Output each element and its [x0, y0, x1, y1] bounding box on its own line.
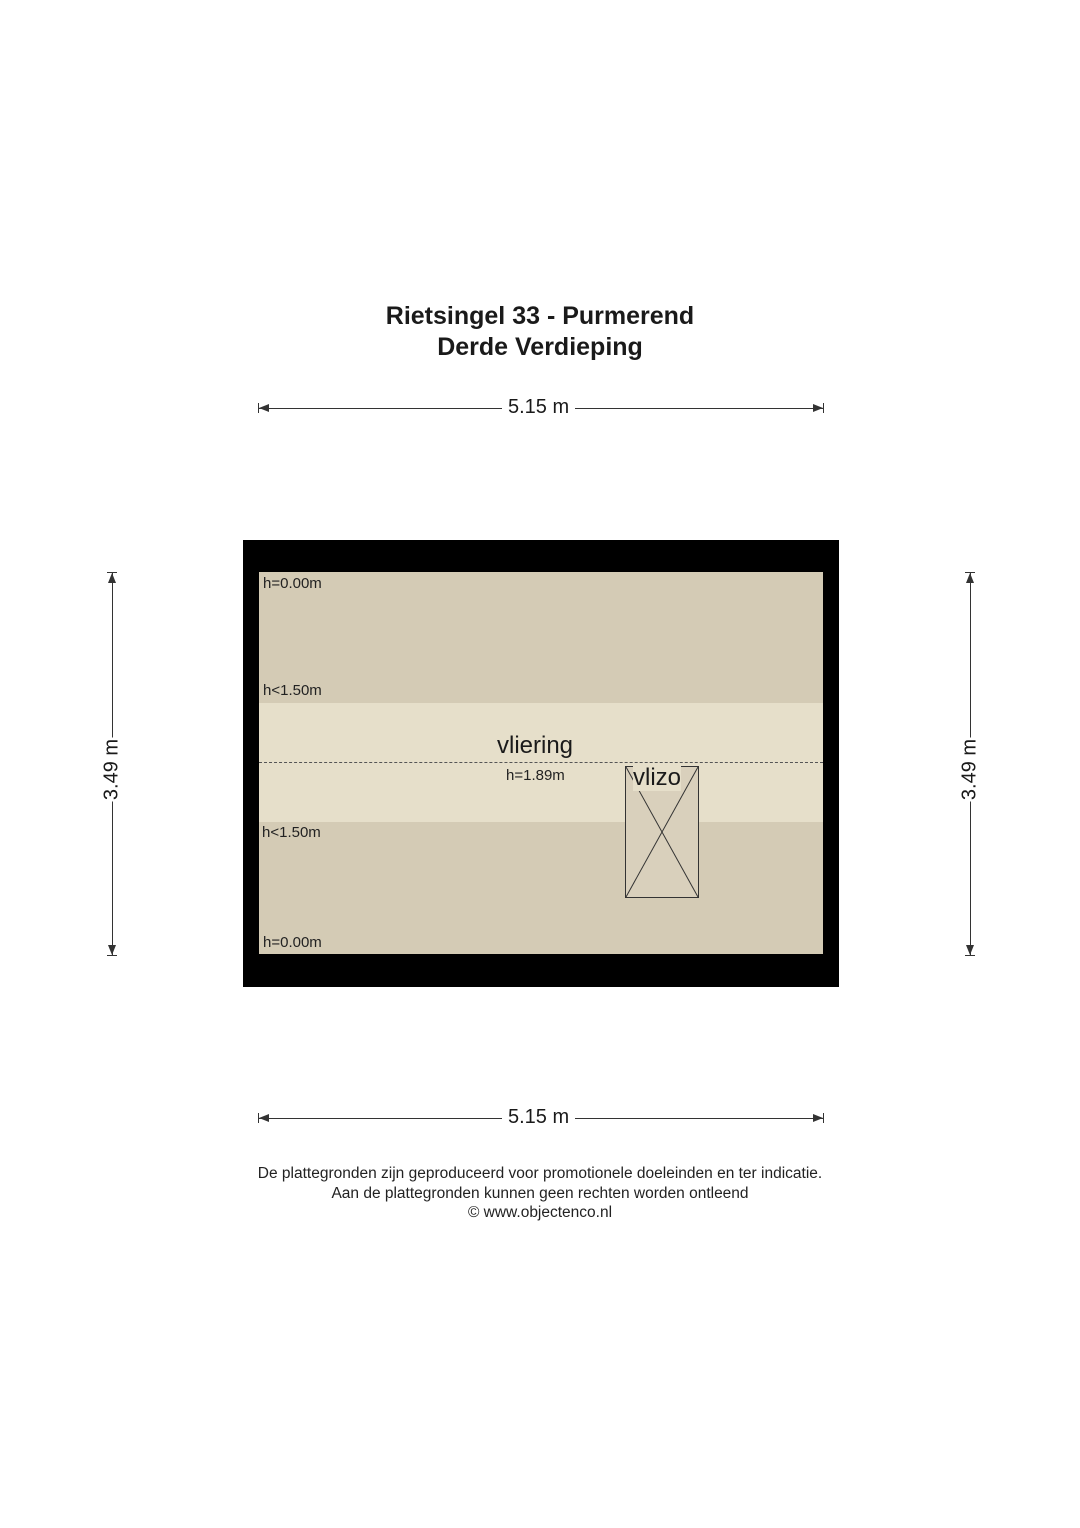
arrow-right-icon — [813, 404, 823, 412]
hatch-label: vlizo — [633, 764, 682, 791]
dimension-tick — [823, 403, 824, 413]
height-bottom-edge: h=0.00m — [263, 934, 322, 951]
height-bottom-line: h<1.50m — [262, 824, 321, 841]
ridge-line — [259, 762, 823, 763]
arrow-right-icon — [813, 1114, 823, 1122]
dimension-tick — [823, 1113, 824, 1123]
arrow-down-icon — [108, 945, 116, 955]
dimension-tick — [107, 955, 117, 956]
bottom-width-label: 5.15 m — [502, 1106, 575, 1129]
copyright-link[interactable]: © www.objectenco.nl — [467, 1204, 613, 1221]
height-top-edge: h=0.00m — [263, 575, 322, 592]
room-name: vliering — [497, 732, 574, 759]
dimension-tick — [965, 955, 975, 956]
right-depth-label: 3.49 m — [953, 738, 988, 802]
top-width-label: 5.15 m — [502, 396, 575, 419]
arrow-down-icon — [966, 945, 974, 955]
height-top-line: h<1.50m — [263, 682, 322, 699]
attic-room — [259, 572, 823, 954]
ridge-height: h=1.89m — [506, 767, 565, 784]
disclaimer-line2: Aan de plattegronden kunnen geen rechten worden ontleend — [331, 1185, 749, 1202]
address-title: Rietsingel 33 - Purmerend — [385, 302, 695, 330]
left-depth-label: 3.49 m — [95, 738, 130, 802]
floor-title: Derde Verdieping — [437, 333, 643, 361]
disclaimer-line1: De plattegronden zijn geproduceerd voor promotionele doeleinden en ter indicatie. — [257, 1165, 823, 1182]
